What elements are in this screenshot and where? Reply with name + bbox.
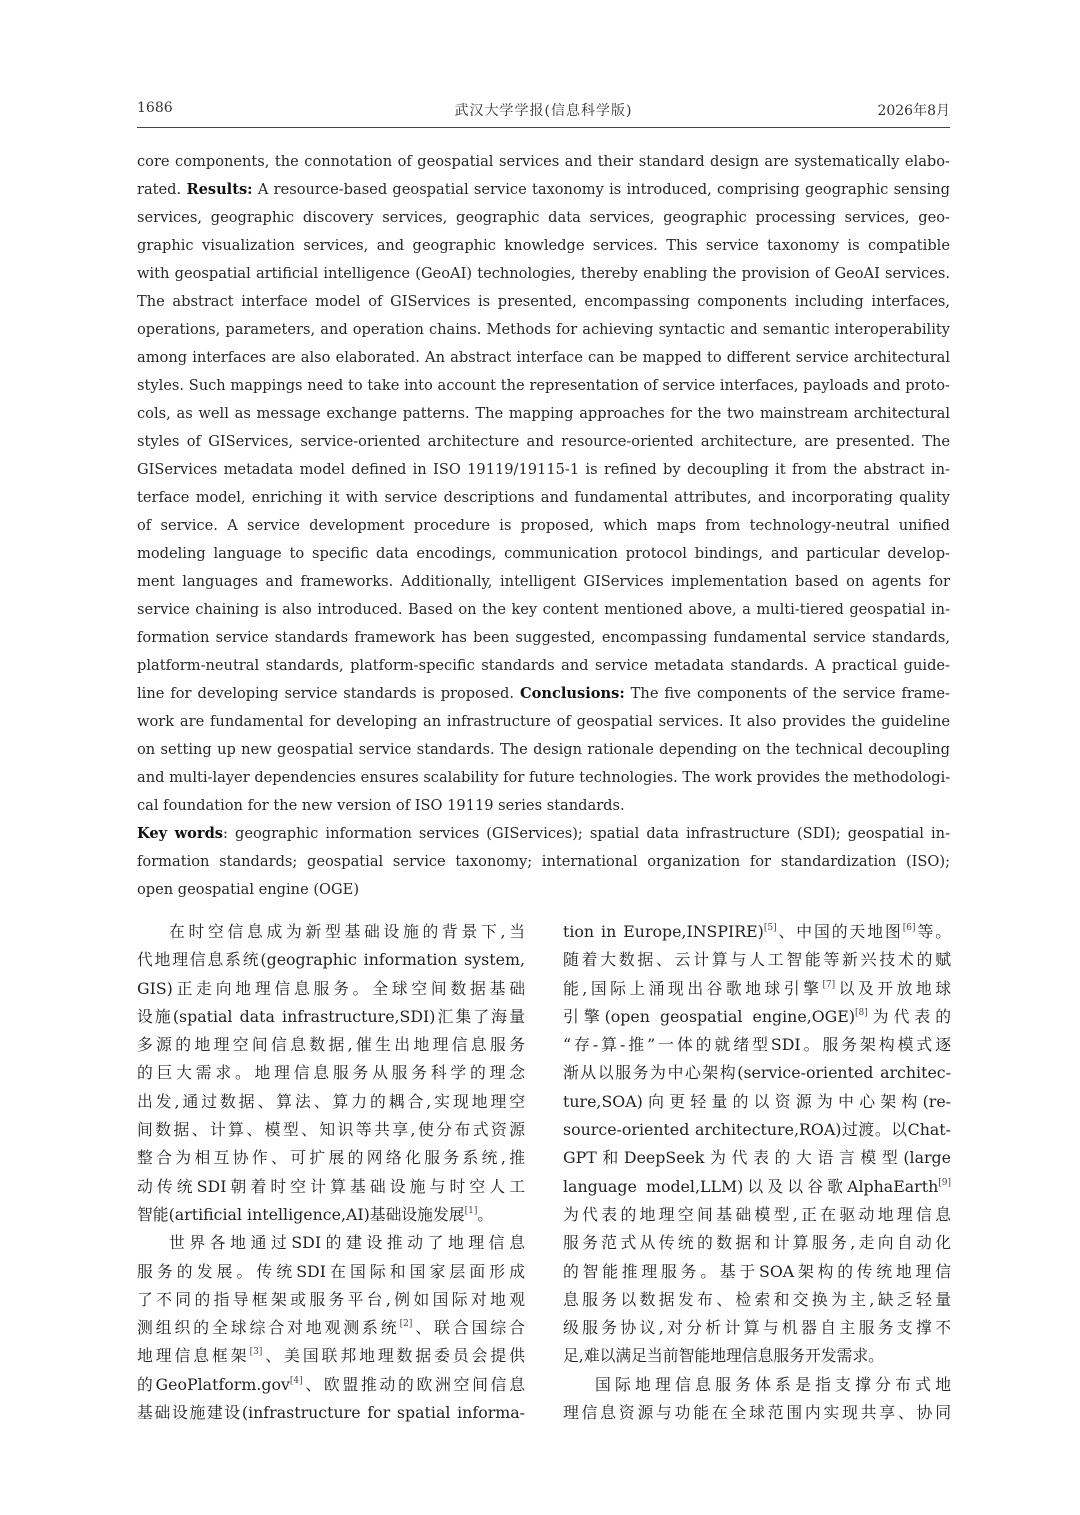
- text-run: 、美国联邦地理数据委员会提供: [262, 1346, 525, 1366]
- text-run: 基础设施建设(infrastructure for spatial informa-: [137, 1403, 525, 1423]
- abstract-lines-line: [137, 708, 950, 736]
- abstract-lines-line: [137, 428, 950, 456]
- abstract-lines-line: [137, 260, 950, 288]
- abstract-lines-line: [137, 400, 950, 428]
- text-run: 在时空信息成为新型基础设施的背景下,当: [169, 922, 525, 941]
- text-run: 足,难以满足当前智能地理信息服务开发需求。: [563, 1346, 884, 1366]
- text-run: 、联合国综合: [412, 1318, 525, 1338]
- text-run: “存-算-推”一体的就绪型SDI。服务架构模式逐: [563, 1035, 951, 1055]
- text-run: 、中国的天地图: [776, 922, 903, 941]
- text-run: 动传统SDI朝着时空计算基础设施与时空人工: [137, 1176, 525, 1196]
- text-run: cal foundation for the new version of ISO 19119 series standards.: [137, 797, 625, 814]
- right-column-line: [563, 918, 951, 946]
- left-column-line: [137, 1003, 525, 1031]
- right-column-line: [563, 1144, 951, 1172]
- abstract-lines-line: [137, 624, 950, 652]
- text-run: platform-neutral standards, platform-specific standards and service metadata standards. A practical guide-: [137, 657, 950, 674]
- journal-title: 武汉大学学报(信息科学版): [454, 103, 633, 119]
- text-run: 级服务协议,对分析计算与机器自主服务支撑不: [563, 1318, 951, 1338]
- abstract-lines-line: [137, 232, 950, 260]
- text-run: 随着大数据、云计算与人工智能等新兴技术的赋: [563, 950, 951, 970]
- abstract-lines-line: [137, 512, 950, 540]
- text-run: open geospatial engine (OGE): [137, 881, 360, 898]
- text-run: 多源的地理空间信息数据,催生出地理信息服务: [137, 1035, 525, 1055]
- text-run: and multi-layer dependencies ensures scalability for future technologies. The work provides the methodologi-: [137, 769, 950, 786]
- left-column-line: [137, 1031, 525, 1059]
- text-run: 地理信息框架: [137, 1346, 250, 1366]
- text-run: 能,国际上涌现出谷歌地球引擎: [563, 978, 823, 998]
- text-run: cols, as well as message exchange patterns. The mapping approaches for the two mainstream architectural: [137, 405, 950, 422]
- right-column-line: [563, 1116, 951, 1144]
- abstract-lines-line: [137, 316, 950, 344]
- abstract-lines-line: [137, 596, 950, 624]
- abstract-lines-line: [137, 344, 950, 372]
- right-column-line: [563, 1173, 951, 1201]
- text-run: among interfaces are also elaborated. An abstract interface can be mapped to different service architectural: [137, 349, 950, 366]
- left-column-line: [137, 1173, 525, 1201]
- text-run: modeling language to specific data encodings, communication protocol bindings, and particular develop-: [137, 545, 950, 562]
- text-run: 的智能推理服务。基于SOA架构的传统地理信: [563, 1261, 951, 1281]
- section-label: Conclusions:: [520, 685, 625, 702]
- right-column-line: [563, 1031, 951, 1059]
- text-run: work are fundamental for developing an infrastructure of geospatial services. It also provides the guideline: [137, 713, 950, 730]
- abstract-lines-line: [137, 288, 950, 316]
- text-run: 。: [477, 1204, 494, 1224]
- left-column-line: [137, 1116, 525, 1144]
- section-label: Results:: [186, 181, 253, 198]
- english-abstract: [137, 148, 950, 904]
- text-run: rated.: [137, 181, 187, 198]
- left-column-line: [137, 1229, 525, 1257]
- text-run: GIS)正走向地理信息服务。全球空间数据基础: [137, 978, 525, 998]
- left-column-line: [137, 1144, 525, 1172]
- issue-date: 2026年8月: [877, 103, 950, 119]
- left-column-line: [137, 918, 525, 946]
- body-right-column: [563, 918, 951, 1427]
- left-column-line: [137, 1088, 525, 1116]
- left-column-line: [137, 946, 525, 974]
- right-column-line: [563, 1342, 951, 1370]
- text-run: graphic visualization services, and geographic knowledge services. This service taxonomy is compatible: [137, 237, 950, 254]
- text-run: core components, the connotation of geospatial services and their standard design are systematically elabo-: [137, 153, 950, 170]
- abstract-lines-line: [137, 876, 950, 904]
- text-run: services, geographic discovery services, geographic data services, geographic processing services, geo-: [137, 209, 950, 226]
- left-column-line: [137, 1314, 525, 1342]
- text-run: operations, parameters, and operation chains. Methods for achieving syntactic and semantic interoperability: [137, 321, 950, 338]
- text-run: on setting up new geospatial service standards. The design rationale depending on the technical decoupling: [137, 741, 950, 758]
- text-run: 智能(artificial intelligence,AI)基础设施发展: [137, 1204, 465, 1224]
- citation-marker: [3]: [249, 1347, 263, 1358]
- left-column-line: [137, 1371, 525, 1399]
- abstract-lines-line: [137, 148, 950, 176]
- text-run: 整合为相互协作、可扩展的网络化服务系统,推: [137, 1148, 525, 1168]
- text-run: tion in Europe,INSPIRE): [563, 922, 764, 941]
- right-column-line: [563, 1229, 951, 1257]
- text-run: 代地理信息系统(geographic information system,: [137, 950, 525, 970]
- abstract-lines-line: [137, 848, 950, 876]
- text-run: styles. Such mappings need to take into account the representation of service interfaces, payloads and proto-: [137, 377, 950, 394]
- abstract-lines-line: [137, 820, 950, 848]
- left-column-line: [137, 1399, 525, 1427]
- citation-marker: [7]: [822, 979, 836, 990]
- right-column-line: [563, 1258, 951, 1286]
- abstract-lines-line: [137, 204, 950, 232]
- text-run: 间数据、计算、模型、知识等共享,使分布式资源: [137, 1120, 525, 1140]
- left-column-line: [137, 1059, 525, 1087]
- citation-marker: [4]: [289, 1375, 303, 1386]
- abstract-lines-line: [137, 792, 950, 820]
- right-column-line: [563, 1314, 951, 1342]
- text-run: of service. A service development procedure is proposed, which maps from technology-neutral unified: [137, 517, 950, 534]
- text-run: 测组织的全球综合对地观测系统: [137, 1318, 400, 1338]
- citation-marker: [2]: [399, 1319, 413, 1330]
- abstract-lines-line: [137, 176, 950, 204]
- left-column-line: [137, 975, 525, 1003]
- right-column-line: [563, 946, 951, 974]
- text-run: 国际地理信息服务体系是指支撑分布式地: [595, 1374, 951, 1394]
- text-run: formation standards; geospatial service taxonomy; international organization for standardization (ISO);: [137, 853, 950, 870]
- text-run: service chaining is also introduced. Based on the key content mentioned above, a multi-tiered geospatial in-: [137, 601, 950, 618]
- right-column-line: [563, 1003, 951, 1031]
- text-run: source-oriented architecture,ROA)过渡。以Chat-: [563, 1120, 951, 1140]
- text-run: 等。: [915, 922, 951, 941]
- right-column-line: [563, 1201, 951, 1229]
- left-column-line: [137, 1286, 525, 1314]
- text-run: GPT和DeepSeek为代表的大语言模型(large: [563, 1148, 951, 1168]
- text-run: ment languages and frameworks. Additionally, intelligent GIServices implementation based on agents for: [137, 573, 950, 590]
- abstract-lines-line: [137, 540, 950, 568]
- text-run: styles of GIServices, service-oriented architecture and resource-oriented architecture, are presented. The: [137, 433, 950, 450]
- text-run: 息服务以数据发布、检索和交换为主,缺乏轻量: [563, 1289, 951, 1309]
- text-run: 以及开放地球: [835, 978, 951, 998]
- right-column-line: [563, 975, 951, 1003]
- text-run: 理信息资源与功能在全球范围内实现共享、协同: [563, 1403, 951, 1423]
- text-run: language model,LLM)以及以谷歌AlphaEarth: [563, 1176, 939, 1196]
- right-column-line: [563, 1088, 951, 1116]
- text-run: 出发,通过数据、算法、算力的耦合,实现地理空: [137, 1091, 525, 1111]
- right-column-line: [563, 1399, 951, 1427]
- citation-marker: [8]: [854, 1007, 868, 1018]
- text-run: 的巨大需求。地理信息服务从服务科学的理念: [137, 1063, 525, 1083]
- citation-marker: [1]: [464, 1205, 478, 1216]
- text-run: 设施(spatial data infrastructure,SDI)汇集了海量: [137, 1006, 525, 1026]
- text-run: The abstract interface model of GIServices is presented, encompassing components including interfaces,: [137, 293, 950, 310]
- abstract-lines-line: [137, 372, 950, 400]
- text-run: 世界各地通过SDI的建设推动了地理信息: [169, 1233, 525, 1253]
- right-column-line: [563, 1371, 951, 1399]
- header-rule: [137, 127, 950, 128]
- abstract-lines-line: [137, 484, 950, 512]
- text-run: A resource-based geospatial service taxonomy is introduced, comprising geographic sensing: [252, 181, 950, 198]
- text-run: 引擎(open geospatial engine,OGE): [563, 1006, 855, 1026]
- left-column-line: [137, 1342, 525, 1370]
- abstract-lines-line: [137, 680, 950, 708]
- text-run: 了不同的指导框架或服务平台,例如国际对地观: [137, 1289, 525, 1309]
- right-column-line: [563, 1286, 951, 1314]
- text-run: 为代表的地理空间基础模型,正在驱动地理信息: [563, 1204, 951, 1224]
- text-run: : geographic information services (GIServices); spatial data infrastructure (SDI); geospatial in-: [223, 825, 950, 842]
- running-header: [137, 100, 950, 122]
- text-run: 服务的发展。传统SDI在国际和国家层面形成: [137, 1261, 525, 1281]
- citation-marker: [6]: [902, 923, 916, 933]
- text-run: 为代表的: [867, 1006, 951, 1026]
- citation-marker: [9]: [938, 1177, 951, 1188]
- page-number: 1686: [137, 100, 173, 116]
- abstract-lines-line: [137, 568, 950, 596]
- text-run: 的GeoPlatform.gov: [137, 1374, 290, 1394]
- section-label: Key words: [137, 825, 224, 842]
- text-run: 服务范式从传统的数据和计算服务,走向自动化: [563, 1233, 951, 1253]
- text-run: 、欧盟推动的欧洲空间信息: [302, 1374, 525, 1394]
- right-column-line: [563, 1059, 951, 1087]
- text-run: 渐从以服务为中心架构(service-oriented architec-: [563, 1063, 951, 1083]
- text-run: with geospatial artificial intelligence (GeoAI) technologies, thereby enabling the provision of GeoAI services.: [137, 265, 950, 282]
- left-column-line: [137, 1258, 525, 1286]
- citation-marker: [5]: [763, 923, 777, 933]
- left-column-line: [137, 1201, 525, 1229]
- text-run: terface model, enriching it with service descriptions and fundamental attributes, and incorporating quality: [137, 489, 950, 506]
- text-run: The five components of the service frame-: [624, 685, 950, 702]
- text-run: formation service standards framework has been suggested, encompassing fundamental service standards,: [137, 629, 950, 646]
- abstract-lines-line: [137, 652, 950, 680]
- text-run: GIServices metadata model defined in ISO 19119/19115-1 is refined by decoupling it from the abstract in-: [137, 461, 950, 478]
- abstract-lines-line: [137, 764, 950, 792]
- abstract-lines-line: [137, 456, 950, 484]
- body-left-column: [137, 918, 525, 1427]
- text-run: line for developing service standards is proposed.: [137, 685, 520, 702]
- text-run: ture,SOA)向更轻量的以资源为中心架构(re-: [563, 1091, 951, 1111]
- abstract-lines-line: [137, 736, 950, 764]
